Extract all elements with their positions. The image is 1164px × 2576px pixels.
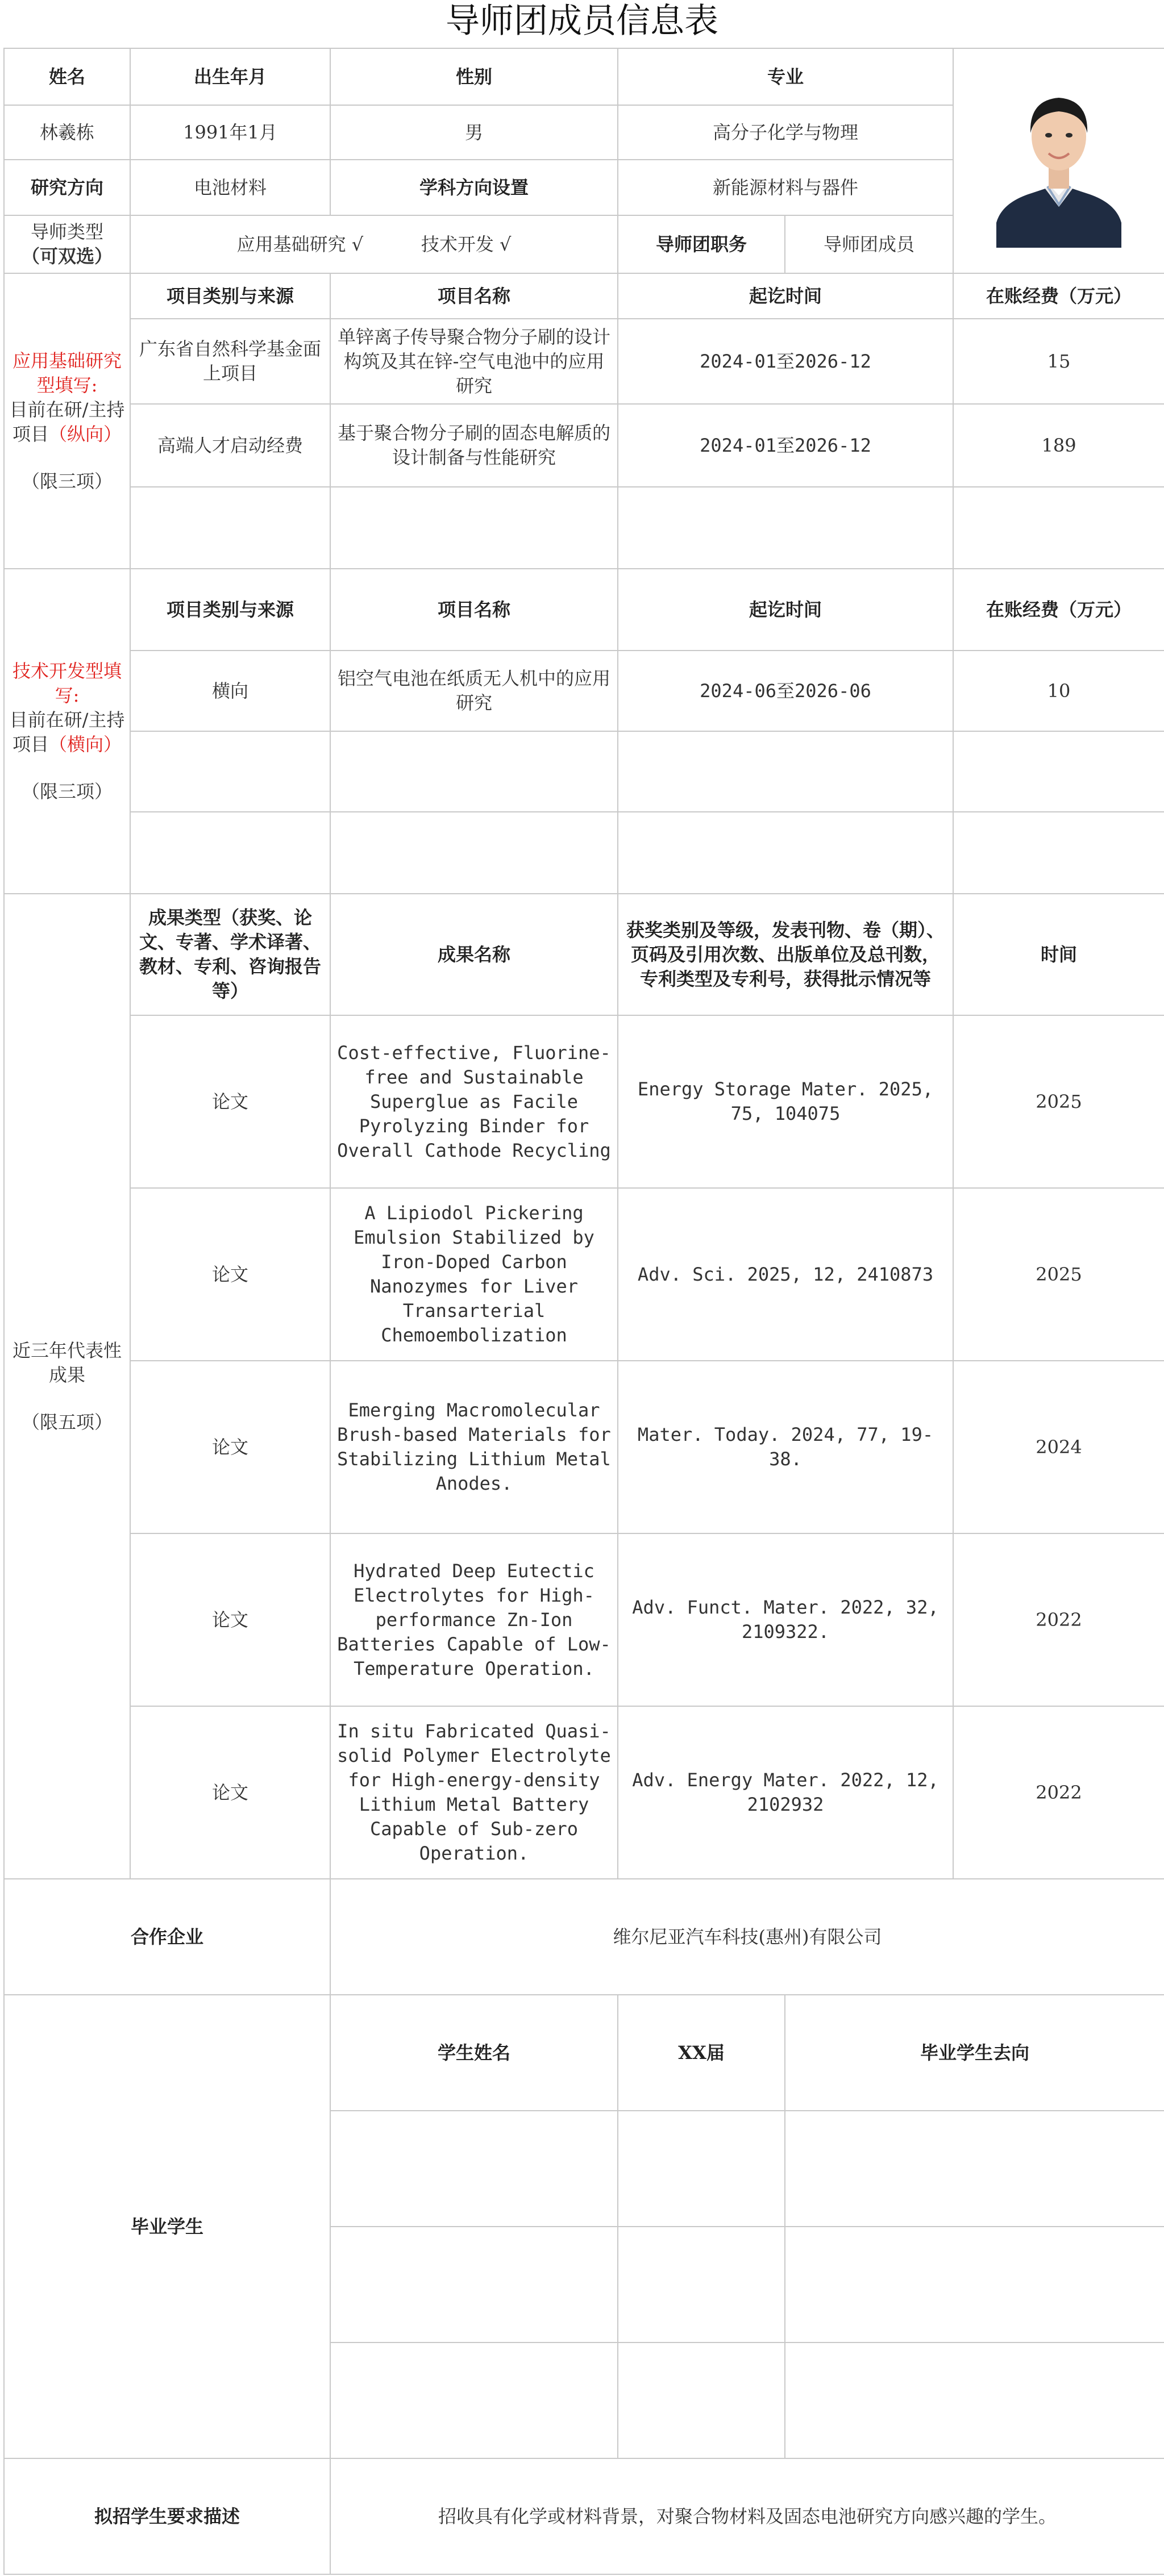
applied-name: 单锌离子传导聚合物分子刷的设计构筑及其在锌-空气电池中的应用研究 [330,319,618,404]
achievement-detail: Adv. Energy Mater. 2022, 12, 2102932 [618,1706,953,1879]
achievement-time: 2024 [953,1361,1164,1533]
achievements-side: 近三年代表性成果 [12,1339,122,1386]
partner-label: 合作企业 [4,1879,330,1995]
applied-side-red: 应用基础研究型填写: [12,349,122,396]
discipline-value: 新能源材料与器件 [618,160,953,215]
info-table [3,48,1164,2575]
graduates-label: 毕业学生 [4,1995,330,2458]
applied-side-red2: （纵向） [49,423,122,445]
birth-label: 出生年月 [130,48,330,105]
tech-period: 2024-06至2026-06 [618,651,953,731]
mentor-type-cell [4,215,130,273]
applied-header-period: 起讫时间 [618,273,953,319]
achievement-time: 2025 [953,1015,1164,1188]
requirements-value: 招收具有化学或材料背景，对聚合物材料及固态电池研究方向感兴趣的学生。 [330,2458,1164,2574]
table-row [4,1015,1164,1188]
portrait-photo [996,74,1121,248]
tech-header-funds: 在账经费（万元） [953,569,1164,651]
photo-cell [953,48,1164,273]
applied-funds: 189 [953,404,1164,487]
achievements-header-detail: 获奖类别及等级，发表刊物、卷（期）、页码及引用次数、出版单位及总刊数，专利类型及专利号，获得批示情况等 [618,894,953,1015]
applied-header-source: 项目类别与来源 [130,273,330,319]
mentor-type-hint: （可双选） [21,245,113,267]
table-row [4,1706,1164,1879]
applied-period: 2024-01至2026-12 [618,404,953,487]
achievement-name: Hydrated Deep Eutectic Electrolytes for High-performance Zn-Ion Batteries Capable of Low-Temperature Operation. [330,1533,618,1706]
gender-label: 性别 [330,48,618,105]
tech-side-red2: （横向） [49,733,122,755]
applied-side-black: 目前在研/主持项目 [9,398,125,445]
partner-value: 维尔尼亚汽车科技(惠州)有限公司 [330,1879,1164,1995]
achievement-name: In situ Fabricated Quasi-solid Polymer Electrolyte for High-energy-density Lithium Metal Battery Capable of Sub-zero Operation. [330,1706,618,1879]
achievement-detail: Adv. Funct. Mater. 2022, 32, 2109322. [618,1533,953,1706]
applied-funds: 15 [953,319,1164,404]
tech-side-black: 目前在研/主持项目 [9,708,125,755]
tech-limit: （限三项） [21,780,113,802]
table-row [4,404,1164,487]
achievement-detail: Mater. Today. 2024, 77, 19-38. [618,1361,953,1533]
major-value: 高分子化学与物理 [618,105,953,160]
tech-side-red: 技术开发型填写: [12,660,122,706]
achievement-type: 论文 [130,1015,330,1188]
achievements-limit: （限五项） [21,1411,113,1433]
achievement-time: 2022 [953,1533,1164,1706]
birth-value: 1991年1月 [130,105,330,160]
tech-source: 横向 [130,651,330,731]
tech-name: 铝空气电池在纸质无人机中的应用研究 [330,651,618,731]
discipline-label: 学科方向设置 [330,160,618,215]
achievement-type: 论文 [130,1188,330,1361]
mentor-type-label: 导师类型 [30,221,103,243]
applied-limit: （限三项） [21,470,113,492]
table-row [4,319,1164,404]
table-row-empty [4,731,1164,812]
gender-value: 男 [330,105,618,160]
table-row-empty [4,487,1164,569]
achievement-time: 2022 [953,1706,1164,1879]
table-row [4,1361,1164,1533]
graduates-header-class: XX届 [618,1995,785,2111]
achievements-header-name: 成果名称 [330,894,618,1015]
achievement-detail: Adv. Sci. 2025, 12, 2410873 [618,1188,953,1361]
major-label: 专业 [618,48,953,105]
research-value: 电池材料 [130,160,330,215]
requirements-label: 拟招学生要求描述 [4,2458,330,2574]
graduates-header-name: 学生姓名 [330,1995,618,2111]
name-value: 林羲栋 [4,105,130,160]
name-label: 姓名 [4,48,130,105]
applied-source: 高端人才启动经费 [130,404,330,487]
applied-side-label [4,273,130,569]
page-title: 导师团成员信息表 [446,1,718,41]
applied-period: 2024-01至2026-12 [618,319,953,404]
tech-header-period: 起讫时间 [618,569,953,651]
team-role-value: 导师团成员 [785,215,953,273]
achievements-side-label [4,894,130,1879]
achievement-detail: Energy Storage Mater. 2025, 75, 104075 [618,1015,953,1188]
research-label: 研究方向 [4,160,130,215]
tech-funds: 10 [953,651,1164,731]
achievement-name: Cost-effective, Fluorine-free and Sustainable Superglue as Facile Pyrolyzing Binder for Overall Cathode Recycling [330,1015,618,1188]
achievement-type: 论文 [130,1361,330,1533]
mentor-types-value: 应用基础研究 √ 技术开发 √ [130,215,618,273]
graduates-header-destination: 毕业学生去向 [785,1995,1164,2111]
achievement-type: 论文 [130,1533,330,1706]
tech-header-name: 项目名称 [330,569,618,651]
applied-name: 基于聚合物分子刷的固态电解质的设计制备与性能研究 [330,404,618,487]
achievement-type: 论文 [130,1706,330,1879]
achievement-name: A Lipiodol Pickering Emulsion Stabilized by Iron-Doped Carbon Nanozymes for Liver Transarterial Chemoembolization [330,1188,618,1361]
achievement-time: 2025 [953,1188,1164,1361]
applied-source: 广东省自然科学基金面上项目 [130,319,330,404]
tech-side-label [4,569,130,894]
achievements-header-type: 成果类型（获奖、论文、专著、学术译著、教材、专利、咨询报告等） [130,894,330,1015]
table-row [4,651,1164,731]
table-row [4,1188,1164,1361]
applied-header-name: 项目名称 [330,273,618,319]
achievements-header-time: 时间 [953,894,1164,1015]
achievement-name: Emerging Macromolecular Brush-based Materials for Stabilizing Lithium Metal Anodes. [330,1361,618,1533]
applied-header-funds: 在账经费（万元） [953,273,1164,319]
team-role-label: 导师团职务 [618,215,785,273]
table-row-empty [4,812,1164,894]
tech-header-source: 项目类别与来源 [130,569,330,651]
table-row [4,1533,1164,1706]
